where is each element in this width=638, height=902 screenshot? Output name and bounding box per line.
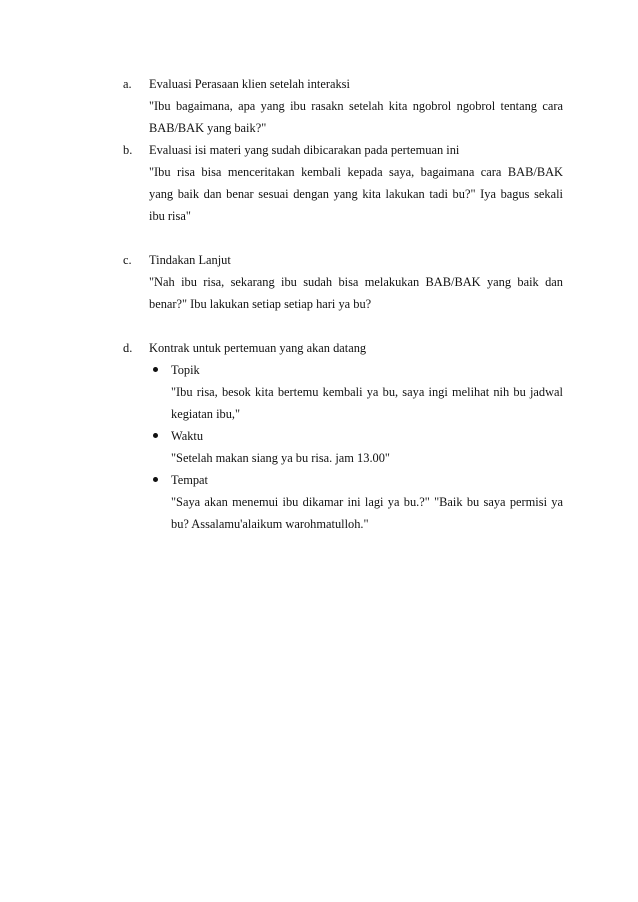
section-b-line-2: yang baik dan benar sesuai dengan yang kita lakukan tadi bu?" Iya bagus sekali bbox=[149, 187, 563, 201]
bullet-tempat-title: Tempat bbox=[171, 473, 208, 487]
section-d-heading: Kontrak untuk pertemuan yang akan datang bbox=[149, 341, 367, 355]
bullet-topik-title: Topik bbox=[171, 363, 200, 377]
bullet-tempat-line-1: "Saya akan menemui ibu dikamar ini lagi ya bu.?" "Baik bu saya permisi ya bbox=[171, 495, 563, 509]
section-c-heading: Tindakan Lanjut bbox=[149, 253, 231, 267]
section-c-marker: c. bbox=[123, 253, 132, 267]
section-a bbox=[123, 73, 563, 139]
bullet-topik-line-2: kegiatan ibu," bbox=[171, 407, 241, 421]
section-a-line-1: "Ibu bagaimana, apa yang ibu rasakn setelah kita ngobrol ngobrol tentang cara bbox=[149, 99, 563, 113]
section-d-marker: d. bbox=[123, 341, 133, 355]
section-b-line-3: ibu risa" bbox=[149, 209, 191, 223]
section-c-line-2: benar?" Ibu lakukan setiap setiap hari ya bu? bbox=[149, 297, 372, 311]
bullet-waktu-line-1: "Setelah makan siang ya bu risa. jam 13.00" bbox=[171, 451, 390, 465]
section-b bbox=[123, 139, 563, 227]
bullet-dot-icon bbox=[153, 367, 158, 372]
section-d bbox=[123, 337, 563, 535]
section-a-line-2: BAB/BAK yang baik?" bbox=[149, 121, 267, 135]
bullet-waktu-title: Waktu bbox=[171, 429, 204, 443]
bullet-tempat bbox=[149, 469, 563, 535]
bullet-waktu bbox=[149, 425, 563, 469]
section-b-marker: b. bbox=[123, 143, 133, 157]
bullet-dot-icon bbox=[153, 477, 158, 482]
bullet-dot-icon bbox=[153, 433, 158, 438]
bullet-tempat-line-2: bu? Assalamu'alaikum warohmatulloh." bbox=[171, 517, 369, 531]
section-c-line-1: "Nah ibu risa, sekarang ibu sudah bisa melakukan BAB/BAK yang baik dan bbox=[149, 275, 563, 289]
section-b-heading: Evaluasi isi materi yang sudah dibicarakan pada pertemuan ini bbox=[149, 143, 460, 157]
section-c bbox=[123, 249, 563, 315]
bullet-topik bbox=[149, 359, 563, 425]
section-a-heading: Evaluasi Perasaan klien setelah interaksi bbox=[149, 77, 350, 91]
section-a-marker: a. bbox=[123, 77, 132, 91]
bullet-topik-line-1: "Ibu risa, besok kita bertemu kembali ya bu, saya ingi melihat nih bu jadwal bbox=[171, 385, 563, 399]
section-b-line-1: "Ibu risa bisa menceritakan kembali kepada saya, bagaimana cara BAB/BAK bbox=[149, 165, 563, 179]
